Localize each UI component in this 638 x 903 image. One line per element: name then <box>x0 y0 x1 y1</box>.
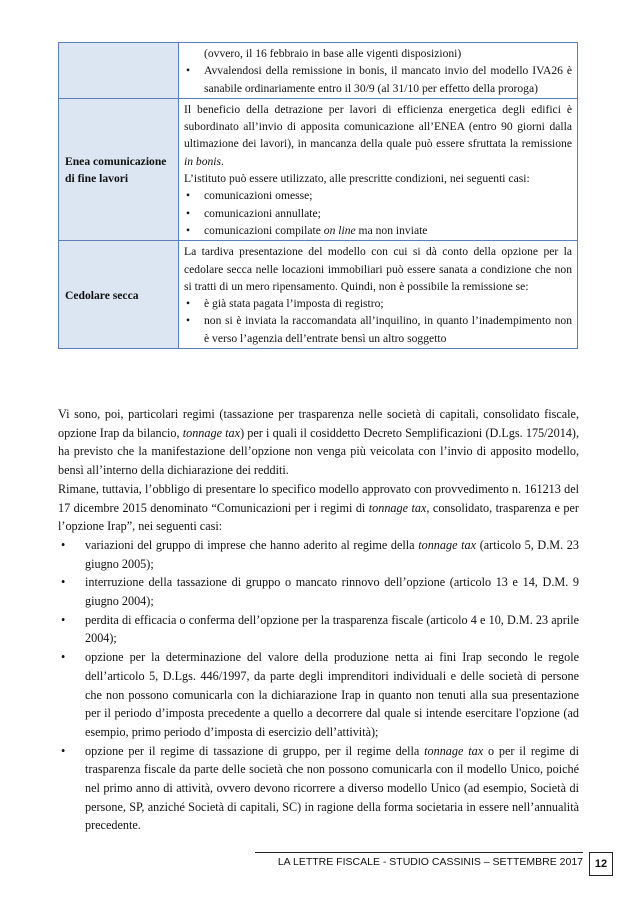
page-number: 12 <box>589 852 613 876</box>
bullet-icon: • <box>61 537 66 552</box>
bullet-icon: • <box>186 314 191 328</box>
list-item: • Avvalendosi della remissione in bonis, il mancato invio del modello IVA26 è sanabile ordinariamente entro il 30/9 (al 31/10 per effetto della proroga) <box>186 64 572 95</box>
page-footer: LA LETTRE FISCALE - STUDIO CASSINIS – SETTEMBRE 2017 <box>255 852 583 868</box>
table-row <box>59 98 578 240</box>
row-content <box>179 43 578 99</box>
regimes-table <box>58 42 578 349</box>
enea-cases-intro: L’istituto può essere utilizzato, alle prescritte condizioni, nei seguenti casi: <box>184 172 530 186</box>
bullet-list <box>184 62 572 97</box>
bullet-icon: • <box>61 743 66 758</box>
table-row <box>59 43 578 99</box>
enea-paragraph: Il beneficio della detrazione per lavori di efficienza energetica degli edifici è subordinato all’invio di apposita comunicazione all’ENEA (entro 90 giorni dalla ultimazione dei lavori), in mancanza della quale può essere sfruttata la remissione in bonis. <box>184 102 572 168</box>
list-item: • perdita di efficacia o conferma dell’opzione per la trasparenza fiscale (articolo 4 e 10, D.M. 23 aprile 2004); <box>61 612 579 646</box>
bullet-icon: • <box>61 650 66 665</box>
list-item: • interruzione della tassazione di gruppo o mancato rinnovo dell’opzione (articolo 13 e 14, D.M. 9 giugno 2004); <box>61 575 579 609</box>
bullet-icon: • <box>186 189 191 203</box>
bullet-icon: • <box>61 575 66 590</box>
bullet-icon: • <box>186 223 191 237</box>
list-item: • non si è inviata la raccomandata all’inquilino, in quanto l’inadempimento non è verso l’agenzia dell’entrate bensì un altro soggetto <box>186 314 572 345</box>
body-text <box>58 405 579 835</box>
cases-list <box>58 536 579 835</box>
row-label-cedolare: Cedolare secca <box>59 241 179 349</box>
row-label-enea: Enea comunicazione di fine lavori <box>59 98 179 240</box>
cedolare-paragraph: La tardiva presentazione del modello con cui si dà conto della opzione per la cedolare secca nelle locazioni immobiliari può essere sanata a condizione che non si tratti di un mero ripensamento. Quindi, non è possibile la remissione se: <box>184 245 572 293</box>
table-row <box>59 241 578 349</box>
list-item: • comunicazioni annullate; <box>184 205 572 222</box>
list-item: • opzione per il regime di tassazione di gruppo, per il regime della tonnage tax o per il regime di trasparenza fiscale da parte delle società che non possono comunicarla con il modello Unico, poiché nel primo anno di attività, ovvero devono ricorrere a diverso modello Unico (ad esempio, Società di persone, SP, anziché Società di capitali, SC) in ragione della forma societaria in essere nell’annualità precedente. <box>61 743 579 833</box>
bullet-icon: • <box>61 612 66 627</box>
body-paragraph: Rimane, tuttavia, l’obbligo di presentare lo specifico modello approvato con provvedimento n. 161213 del 17 dicembre 2015 denominato “Comunicazioni per i regimi di tonnage tax, consolidato, trasparenza e per l’opzione Irap”, nei seguenti casi: <box>58 481 579 534</box>
row-content <box>179 98 578 240</box>
bullet-list <box>184 187 572 239</box>
list-item: • opzione per la determinazione del valore della produzione netta ai fini Irap secondo le regole dell’articolo 5, D.Lgs. 446/1997, da parte degli imprenditori individuali e delle società di persone che non possono comunicarla con la dichiarazione Irap in quanto non tenuti alla sua presentazione per il periodo d’imposta precedente a quello a decorrere dal quale si intende esercitare l'opzione (ad esempio, primo periodo d’imposta di esercizio dell’attività); <box>61 650 579 739</box>
list-item: • è già stata pagata l’imposta di registro; <box>184 295 572 312</box>
list-item: • comunicazioni omesse; <box>184 187 572 204</box>
bullet-icon: • <box>186 206 191 220</box>
row-label-empty <box>59 43 179 99</box>
continuation-text: (ovvero, il 16 febbraio in base alle vigenti disposizioni) <box>204 47 462 60</box>
bullet-icon: • <box>186 64 191 78</box>
body-paragraph: Vi sono, poi, particolari regimi (tassazione per trasparenza nelle società di capitali, consolidato fiscale, opzione Irap da bilancio, tonnage tax) per i quali il cosiddetto Decreto Semplificazioni (D.Lgs. 175/2014), ha previsto che la manifestazione dell’opzione non venga più veicolata con l’invio di apposito modello, bensì all’interno della dichiarazione dei redditi. <box>58 407 580 478</box>
bullet-icon: • <box>186 297 191 311</box>
row-content <box>179 241 578 349</box>
list-item: • variazioni del gruppo di imprese che hanno aderito al regime della tonnage tax (articolo 5, D.M. 23 giugno 2005); <box>61 537 579 571</box>
bullet-list <box>184 295 572 347</box>
list-item: • comunicazioni compilate on line ma non inviate <box>184 222 572 239</box>
